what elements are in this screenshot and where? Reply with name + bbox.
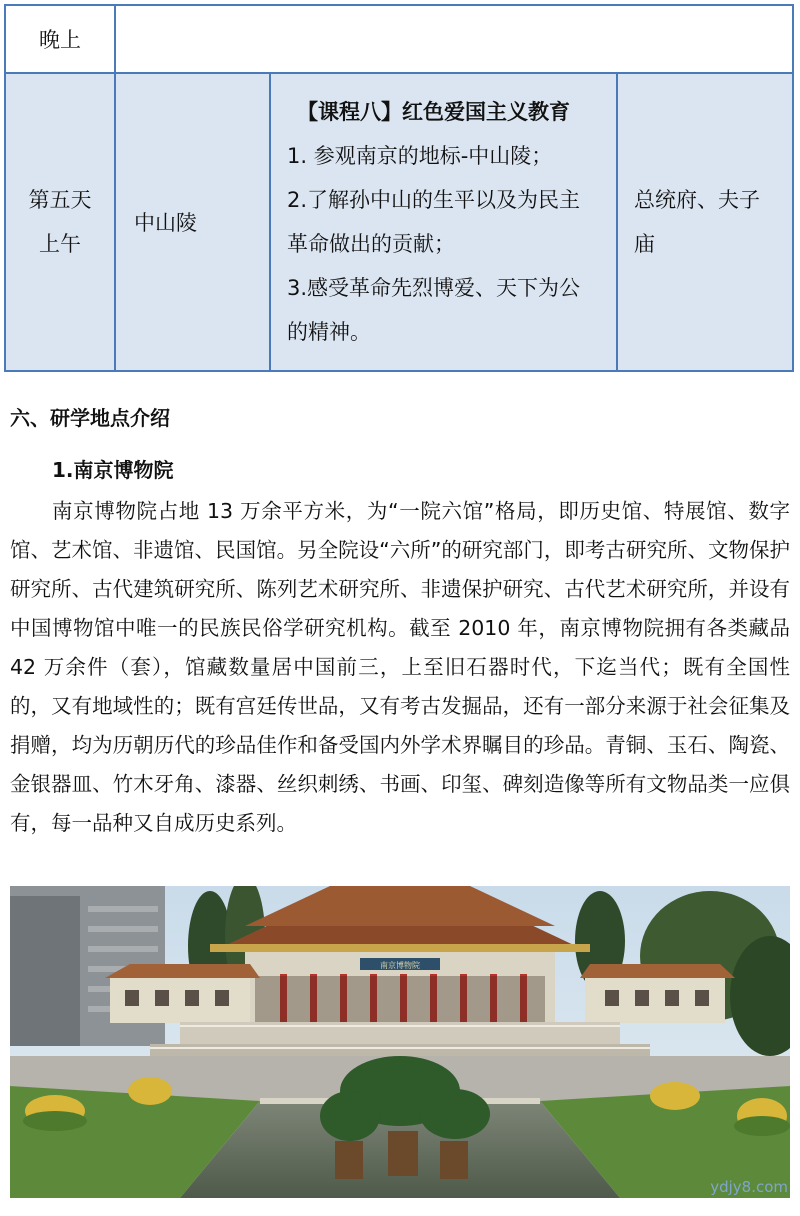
sub-heading: 1.南京博物院: [52, 458, 174, 482]
schedule-table: [4, 4, 794, 372]
course-item-3-line1: 3.感受革命先烈博爱、天下为公: [287, 276, 581, 300]
course-item-2-line1: 2.了解孙中山的生平以及为民主: [287, 188, 581, 212]
course-item-2-line2: 革命做出的贡献；: [287, 232, 455, 256]
section-heading: 六、研学地点介绍: [10, 406, 170, 430]
schedule-row-evening: [5, 5, 793, 73]
schedule-row-day5-morning: [5, 73, 793, 371]
empty-cell: [115, 5, 793, 73]
time-day: 第五天: [28, 188, 92, 212]
time-cell: [5, 73, 115, 371]
location-label: 中山陵: [134, 211, 197, 235]
time-label: 晚上: [39, 28, 81, 52]
course-item-3-line2: 的精神。: [287, 320, 371, 344]
course-cell: [270, 73, 617, 371]
next-location-line2: 庙: [634, 232, 655, 256]
course-item-1: 1. 参观南京的地标-中山陵；: [287, 144, 553, 168]
course-title: 【课程八】红色爱国主义教育: [297, 100, 570, 124]
time-cell: [5, 5, 115, 73]
museum-sign: 南京博物院: [380, 961, 420, 970]
time-period: 上午: [39, 232, 81, 256]
location-cell: [115, 73, 270, 371]
next-location-line1: 总统府、夫子: [634, 188, 760, 212]
watermark: ydjy8.com: [710, 1178, 788, 1196]
museum-description: 南京博物院占地 13 万余平方米，为“一院六馆”格局，即历史馆、特展馆、数字馆、艺术馆、非遗馆、民国馆。另全院设“六所”的研究部门，即考古研究所、文物保护研究所、古代建筑研究所、陈列艺术研究所、非遗保护研究、古代艺术研究所，并设有中国博物馆中唯一的民族民俗学研究机构。截至 2010 年，南京博物院拥有各类藏品 42 万余件（套），馆藏数量居中国前三，上至旧石器时代，下迄当代；既有全国性的，又有地域性的；既有宫廷传世品，又有考古发掘品，还有一部分来源于社会征集及捐赠，均为历朝历代的珍品佳作和备受国内外学术界瞩目的珍品。青铜、玉石、陶瓷、金银器皿、竹木牙角、漆器、丝织刺绣、书画、印玺、碑刻造像等所有文物品类一应俱有，每一品种又自成历史系列。: [10, 499, 790, 835]
museum-photo: [10, 886, 790, 1198]
next-location-cell: [617, 73, 793, 371]
